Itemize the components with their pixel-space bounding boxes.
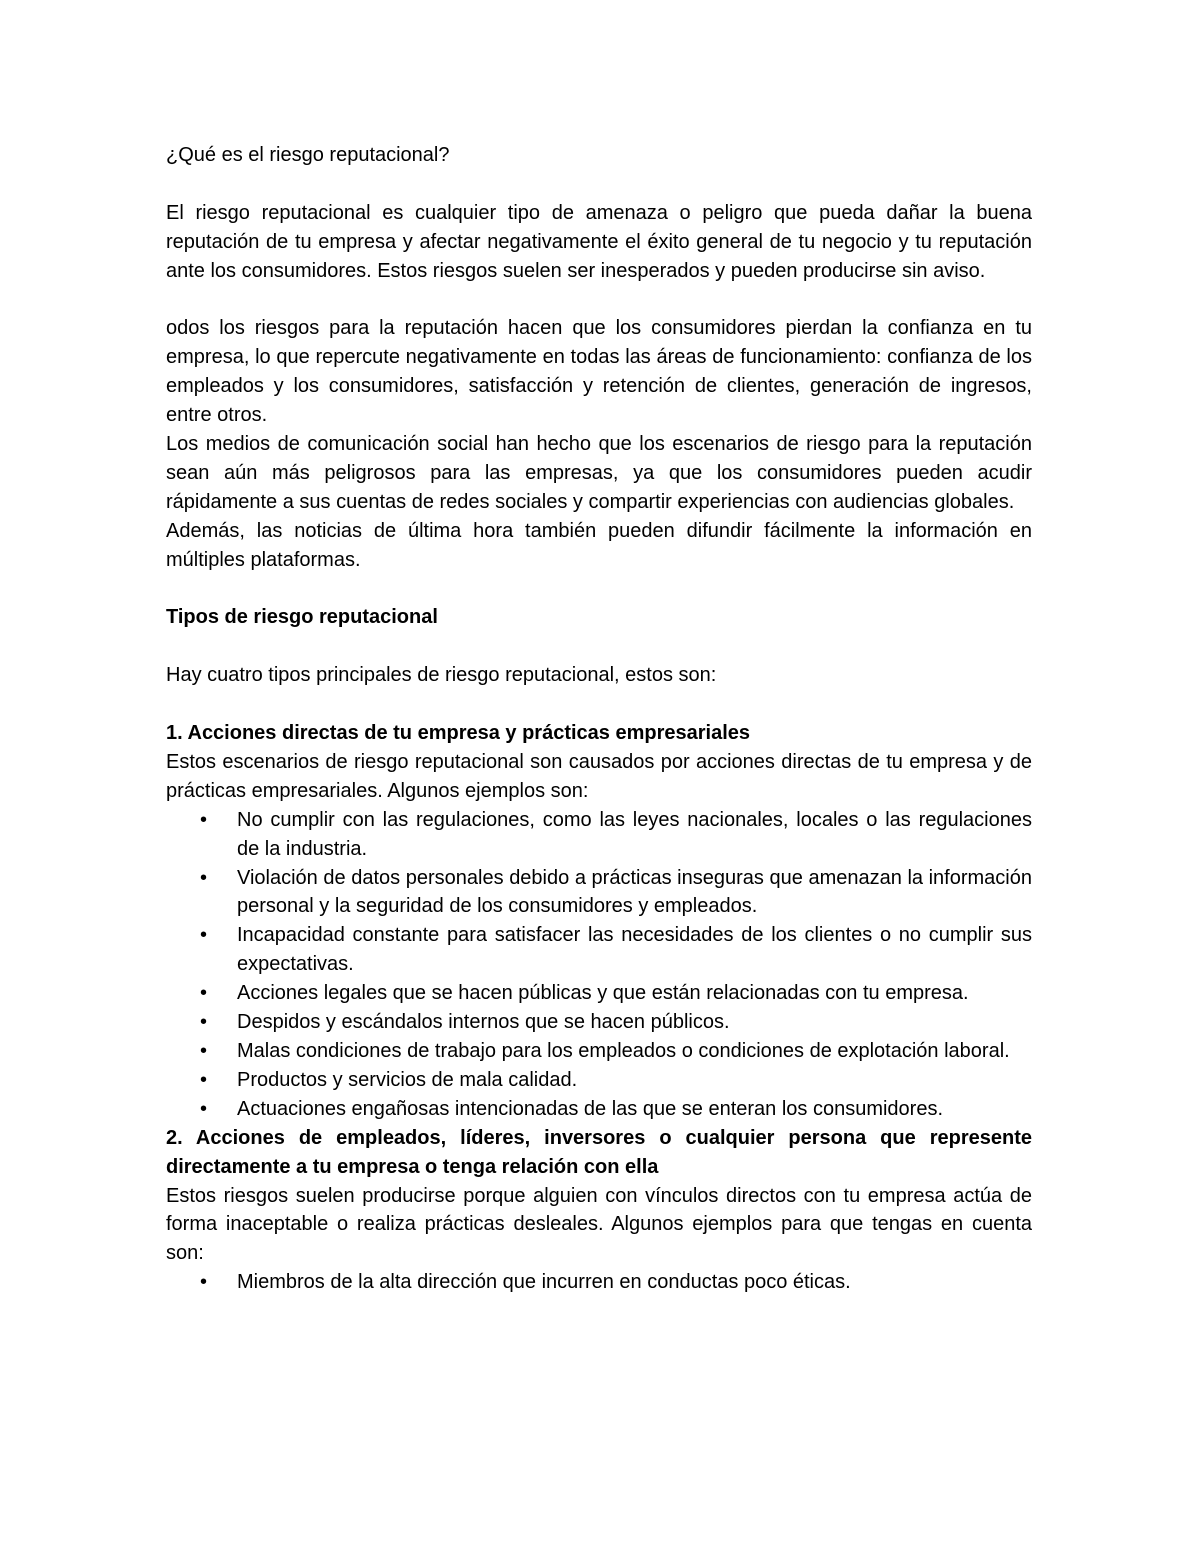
list-item [166,1037,1032,1066]
intro-paragraph: El riesgo reputacional es cualquier tipo de amenaza o peligro que pueda dañar la buena reputación de tu empresa y afectar negativamente el éxito general de tu negocio y tu reputación ante los consumidores. Estos riesgos suelen ser inesperados y pueden producirse sin aviso. [166,201,1032,282]
section1-list [166,806,1032,1124]
spacer [166,690,1032,719]
bullet-icon: • [200,1068,208,1091]
list-item [166,1008,1032,1037]
list-item-text: Miembros de la alta dirección que incurren en conductas poco éticas. [237,1271,851,1294]
spacer [166,170,1032,199]
list-item-text: Incapacidad constante para satisfacer las necesidades de los clientes o no cumplir sus expectativas. [237,924,1032,976]
list-item [166,1268,1032,1297]
paragraph-trust: odos los riesgos para la reputación hacen que los consumidores pierdan la confianza en tu empresa, lo que repercute negativamente en todas las áreas de funcionamiento: confianza de los empleados y los consumidores, satisfacción y retención de clientes, generación de ingresos, entre otros. [166,317,1032,427]
list-item [166,806,1032,864]
spacer [166,286,1032,315]
list-item [166,1095,1032,1124]
bullet-icon: • [200,1011,208,1034]
bullet-icon: • [200,808,208,831]
list-item [166,864,1032,922]
list-item-text: Violación de datos personales debido a prácticas inseguras que amenazan la información personal y la seguridad de los consumidores y empleados. [237,866,1032,918]
list-item-text: Actuaciones engañosas intencionadas de las que se enteran los consumidores. [237,1097,944,1120]
list-item-text: No cumplir con las regulaciones, como las leyes nacionales, locales o las regulaciones de la industria. [237,808,1032,860]
list-item-text: Despidos y escándalos internos que se hacen públicos. [237,1011,730,1034]
bullet-icon: • [200,982,208,1005]
section2-heading: 2. Acciones de empleados, líderes, inversores o cualquier persona que represente directamente a tu empresa o tenga relación con ella [166,1126,1032,1178]
spacer [166,632,1032,661]
section1-intro: Estos escenarios de riesgo reputacional son causados por acciones directas de tu empresa y de prácticas empresariales. Algunos ejemplos son: [166,750,1032,802]
list-item-text: Acciones legales que se hacen públicas y que están relacionadas con tu empresa. [237,982,969,1005]
paragraph-social-media: Los medios de comunicación social han hecho que los escenarios de riesgo para la reputación sean aún más peligrosos para las empresas, ya que los consumidores pueden acudir rápidamente a sus cuentas de redes sociales y compartir experiencias con audiencias globales. [166,433,1032,513]
list-item [166,979,1032,1008]
list-item-text: Malas condiciones de trabajo para los empleados o condiciones de explotación laboral. [237,1040,1010,1063]
question-title: ¿Qué es el riesgo reputacional? [166,144,450,166]
section1-heading: 1. Acciones directas de tu empresa y prácticas empresariales [166,722,751,745]
document-page [166,141,1032,1297]
bullet-icon: • [200,1271,208,1294]
list-item [166,1066,1032,1095]
paragraph-news: Además, las noticias de última hora también pueden difundir fácilmente la información en múltiples plataformas. [166,519,1032,571]
bullet-icon: • [200,1040,208,1063]
section2-intro: Estos riesgos suelen producirse porque alguien con vínculos directos con tu empresa actúa de forma inaceptable o realiza prácticas desleales. Algunos ejemplos para que tengas en cuenta son: [166,1184,1032,1265]
bullet-icon: • [200,866,208,889]
bullet-icon: • [200,1097,208,1120]
types-intro: Hay cuatro tipos principales de riesgo reputacional, estos son: [166,664,717,687]
spacer [166,575,1032,604]
list-item [166,921,1032,979]
section2-list [166,1268,1032,1297]
list-item-text: Productos y servicios de mala calidad. [237,1068,578,1091]
types-heading: Tipos de riesgo reputacional [166,606,438,629]
bullet-icon: • [200,924,208,947]
